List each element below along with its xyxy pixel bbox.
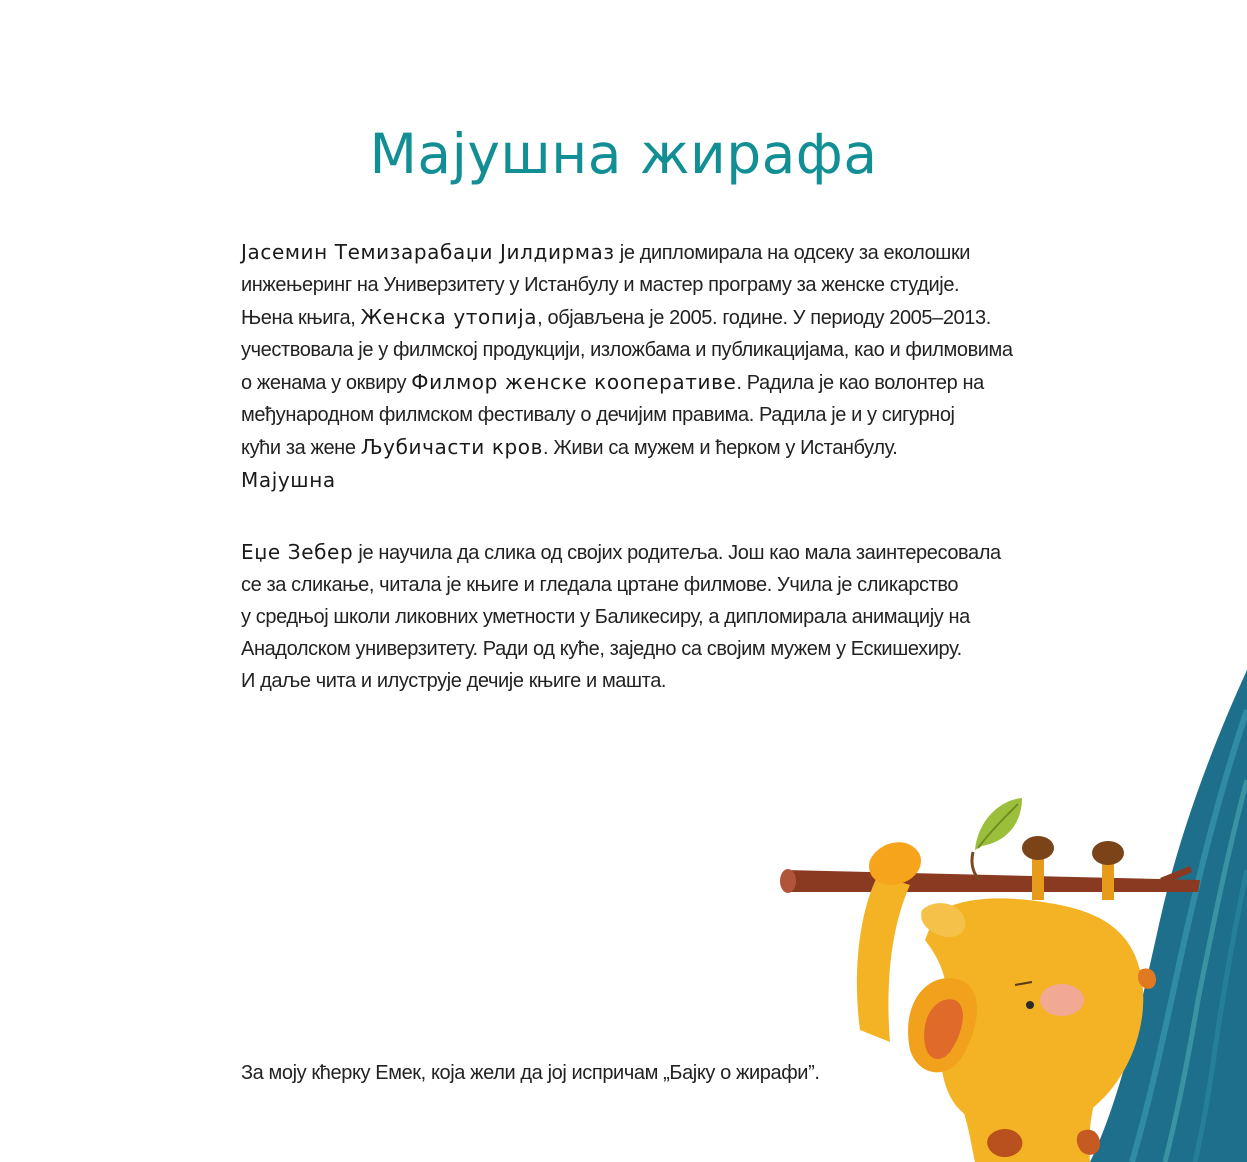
branch — [780, 866, 1200, 893]
author-name: Јасемин Темизарабаџи Јилдирмаз — [241, 240, 615, 264]
dedication: За моју кћерку Емек, која жели да јој испричам „Бајку о жирафи”. — [241, 1062, 820, 1084]
page-title: Мајушна жирафа — [369, 122, 878, 186]
raised-arm — [857, 875, 910, 1042]
giraffe-illustration — [760, 670, 1247, 1162]
cooperative-name: Филмор женске кооперативе — [411, 370, 737, 394]
author-bio: Јасемин Темизарабаџи Јилдирмаз је дипломирала на одсеку за еколошки инжењеринг на Универзитету у Истанбулу и мастер програму за женске студије. Њена књига, Женска утопија, објављена је 2005. године. У периоду 2005–2013. учествовала је у филмској продукцији, изложбама и публикацијама, као и филмовима о женама у оквиру Филмор женске кооперативе. Радила је као волонтер на међународном филмском фестивалу о дечијим правима. Радила је и у сигурној кући за жене Љубичасти кров. Живи са мужем и ћерком у Истанбулу. Мајушна — [241, 240, 1013, 492]
illustrator-bio: Еџе Зебер је научила да слика од својих родитеља. Још као мала заинтересовала се за сликање, читала је књиге и гледала цртане филмове. Учила је сликарство у средњој школи ликовних уметности у Баликесиру, а дипломирала анимацију на Анадолском универзитету. Ради од куће, заједно са својим мужем у Ескишехиру. И даље чита и илуструје дечије књиге и машта. — [241, 540, 1001, 692]
book-title: Женска утопија — [360, 305, 538, 329]
giraffe-body — [960, 1100, 1095, 1162]
blue-mane — [1090, 670, 1247, 1162]
illustrator-name: Еџе Зебер — [241, 540, 354, 564]
shelter-name: Љубичасти кров — [360, 435, 544, 459]
eye — [1026, 1001, 1034, 1009]
